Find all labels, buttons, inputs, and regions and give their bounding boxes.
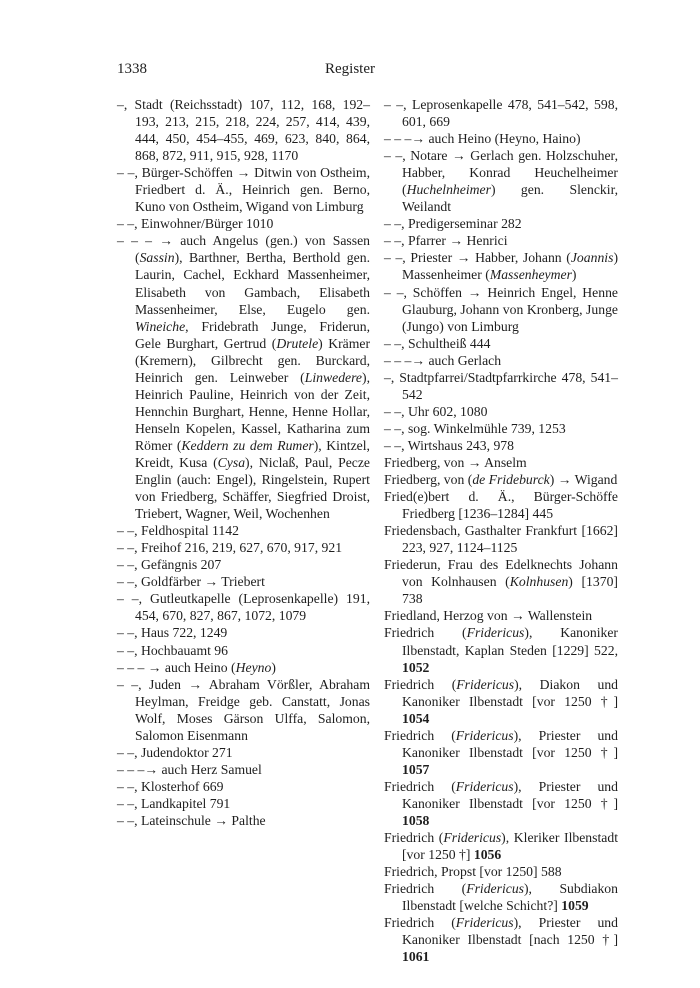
index-entry: – –, Predigerseminar 282 — [384, 216, 522, 232]
page-number: 1338 — [117, 61, 147, 77]
index-entry: –, Stadt (Reichsstadt) 107, 112, 168, 192–193, 213, 215, 218, 224, 257, 414, 439, 444, 450, 454–455, 469, 623, 840, 864, 868, 872, 911, 915, 928, 1170 — [117, 97, 370, 164]
index-entry: – –, Wirtshaus 243, 978 — [384, 437, 514, 453]
index-entry: Fried(e)bert d. Ä., Bürger-Schöffe Friedberg [1236–1284] 445 — [384, 489, 618, 522]
index-entry: – –, Hochbauamt 96 — [117, 642, 228, 658]
index-entry: – –, Feldhospital 1142 — [117, 523, 239, 539]
index-entry: – –, Haus 722, 1249 — [117, 625, 228, 641]
index-entry: – –, Uhr 602, 1080 — [384, 403, 488, 419]
index-entry: – –, Einwohner/Bürger 1010 — [117, 216, 274, 232]
index-entry: – – –→ auch Gerlach — [384, 352, 502, 368]
index-entry: – –, Leprosenkapelle 478, 541–542, 598, 601, 669 — [384, 97, 618, 130]
index-entry: Friedland, Herzog von → Wallenstein — [384, 608, 593, 624]
index-entry: – –, Priester → Habber, Johann (Joannis) Massenheimer (Massenheymer) — [384, 250, 618, 283]
index-entry: – –, sog. Winkelmühle 739, 1253 — [384, 420, 566, 436]
index-column-left — [117, 96, 370, 829]
index-column-right — [384, 96, 618, 965]
index-entry: – – – → auch Angelus (gen.) von Sassen (Sassin), Barthner, Bertha, Berthold gen. Laurin, Cachel, Eckhard Massenheimer, Elisabeth von Gambach, Elisabeth Massenheimer, Else, Eugelo gen. Wineiche, Fridebrath Junge, Friderun, Gele Burghart, Gertrud (Drutele) Krämer (Kremern), Gilbrecht gen. Burckard, Heinrich gen. Leinweber (Linwedere), Heinrich Pauline, Heinrich von der Zeit, Hennchin Burghart, Henne, Henne Hollar, Henseln Kopelen, Kassel, Katharina zum Römer (Keddern zu dem Rumer), Kintzel, Kreidt, Kusa (Cysa), Niclaß, Paul, Pecze Englin (auch: Engel), Ringelstein, Rupert von Friedberg, Schäffer, Siegfried Droist, Triebert, Wagner, Weil, Wochenhen — [117, 233, 371, 522]
index-entry: – –, Notare → Gerlach gen. Holzschuher, Habber, Konrad Heuchelheimer (Huchelnheimer) gen. Slenckir, Weilandt — [384, 148, 618, 215]
index-entry: – –, Gutleutkapelle (Leprosenkapelle) 191, 454, 670, 827, 867, 1072, 1079 — [117, 591, 370, 624]
index-entry: Friedensbach, Gasthalter Frankfurt [1662] 223, 927, 1124–1125 — [384, 523, 618, 556]
index-entry: – –, Schultheiß 444 — [384, 335, 491, 351]
index-entry: Friedrich (Fridericus), Kanoniker Ilbenstadt, Kaplan Steden [1229] 522, 1052 — [384, 625, 618, 675]
index-entry: – –, Gefängnis 207 — [117, 557, 222, 573]
index-entry: – –, Lateinschule → Palthe — [117, 812, 266, 828]
index-entry: Friedberg, von (de Frideburck) → Wigand — [384, 472, 618, 488]
index-entry: – – – → auch Heino (Heyno) — [117, 659, 276, 675]
index-entry: – – –→ auch Heino (Heyno, Haino) — [384, 131, 581, 147]
index-entry: – – –→ auch Herz Samuel — [117, 761, 262, 777]
index-entry: Friedrich (Fridericus), Subdiakon Ilbenstadt [welche Schicht?] 1059 — [384, 881, 618, 914]
index-entry: Friedberg, von → Anselm — [384, 454, 527, 470]
index-entry: – –, Freihof 216, 219, 627, 670, 917, 921 — [117, 540, 343, 556]
index-entry: Friedrich (Fridericus), Priester und Kanoniker Ilbenstadt [vor 1250 †] 1057 — [384, 727, 618, 777]
index-entry: – –, Landkapitel 791 — [117, 795, 231, 811]
index-entry: – –, Bürger-Schöffen → Ditwin von Ostheim, Friedbert d. Ä., Heinrich gen. Berno, Kuno von Ostheim, Wigand von Limburg — [117, 165, 370, 215]
index-entry: – –, Schöffen → Heinrich Engel, Henne Glauburg, Johann von Kronberg, Junge (Jungo) von Limburg — [384, 284, 618, 334]
index-entry: Friedrich (Fridericus), Diakon und Kanoniker Ilbenstadt [vor 1250 †] 1054 — [384, 676, 619, 726]
index-entry: Friedrich (Fridericus), Kleriker Ilbenstadt [vor 1250 †] 1056 — [384, 830, 618, 863]
running-head: Register — [325, 61, 375, 77]
index-entry: – –, Judendoktor 271 — [117, 744, 233, 760]
index-entry: – –, Goldfärber → Triebert — [117, 574, 265, 590]
index-entry: Friedrich (Fridericus), Priester und Kanoniker Ilbenstadt [vor 1250 †] 1058 — [384, 778, 618, 828]
index-entry: Friedrich, Propst [vor 1250] 588 — [384, 864, 562, 880]
index-entry: – –, Juden → Abraham Vörßler, Abraham Heylman, Freidge geb. Canstatt, Jonas Wolf, Moses Gärson Ulffa, Salomon, Salomon Eisenmann — [117, 676, 370, 743]
index-entry: – –, Klosterhof 669 — [117, 778, 224, 794]
index-entry: Friederun, Frau des Edelknechts Johann von Kolnhausen (Kolnhusen) [1370] 738 — [384, 557, 618, 607]
index-entry: – –, Pfarrer → Henrici — [384, 233, 508, 249]
index-entry: Friedrich (Fridericus), Priester und Kanoniker Ilbenstadt [nach 1250 †] 1061 — [384, 915, 618, 965]
index-entry: –, Stadtpfarrei/Stadtpfarrkirche 478, 541–542 — [384, 369, 618, 402]
